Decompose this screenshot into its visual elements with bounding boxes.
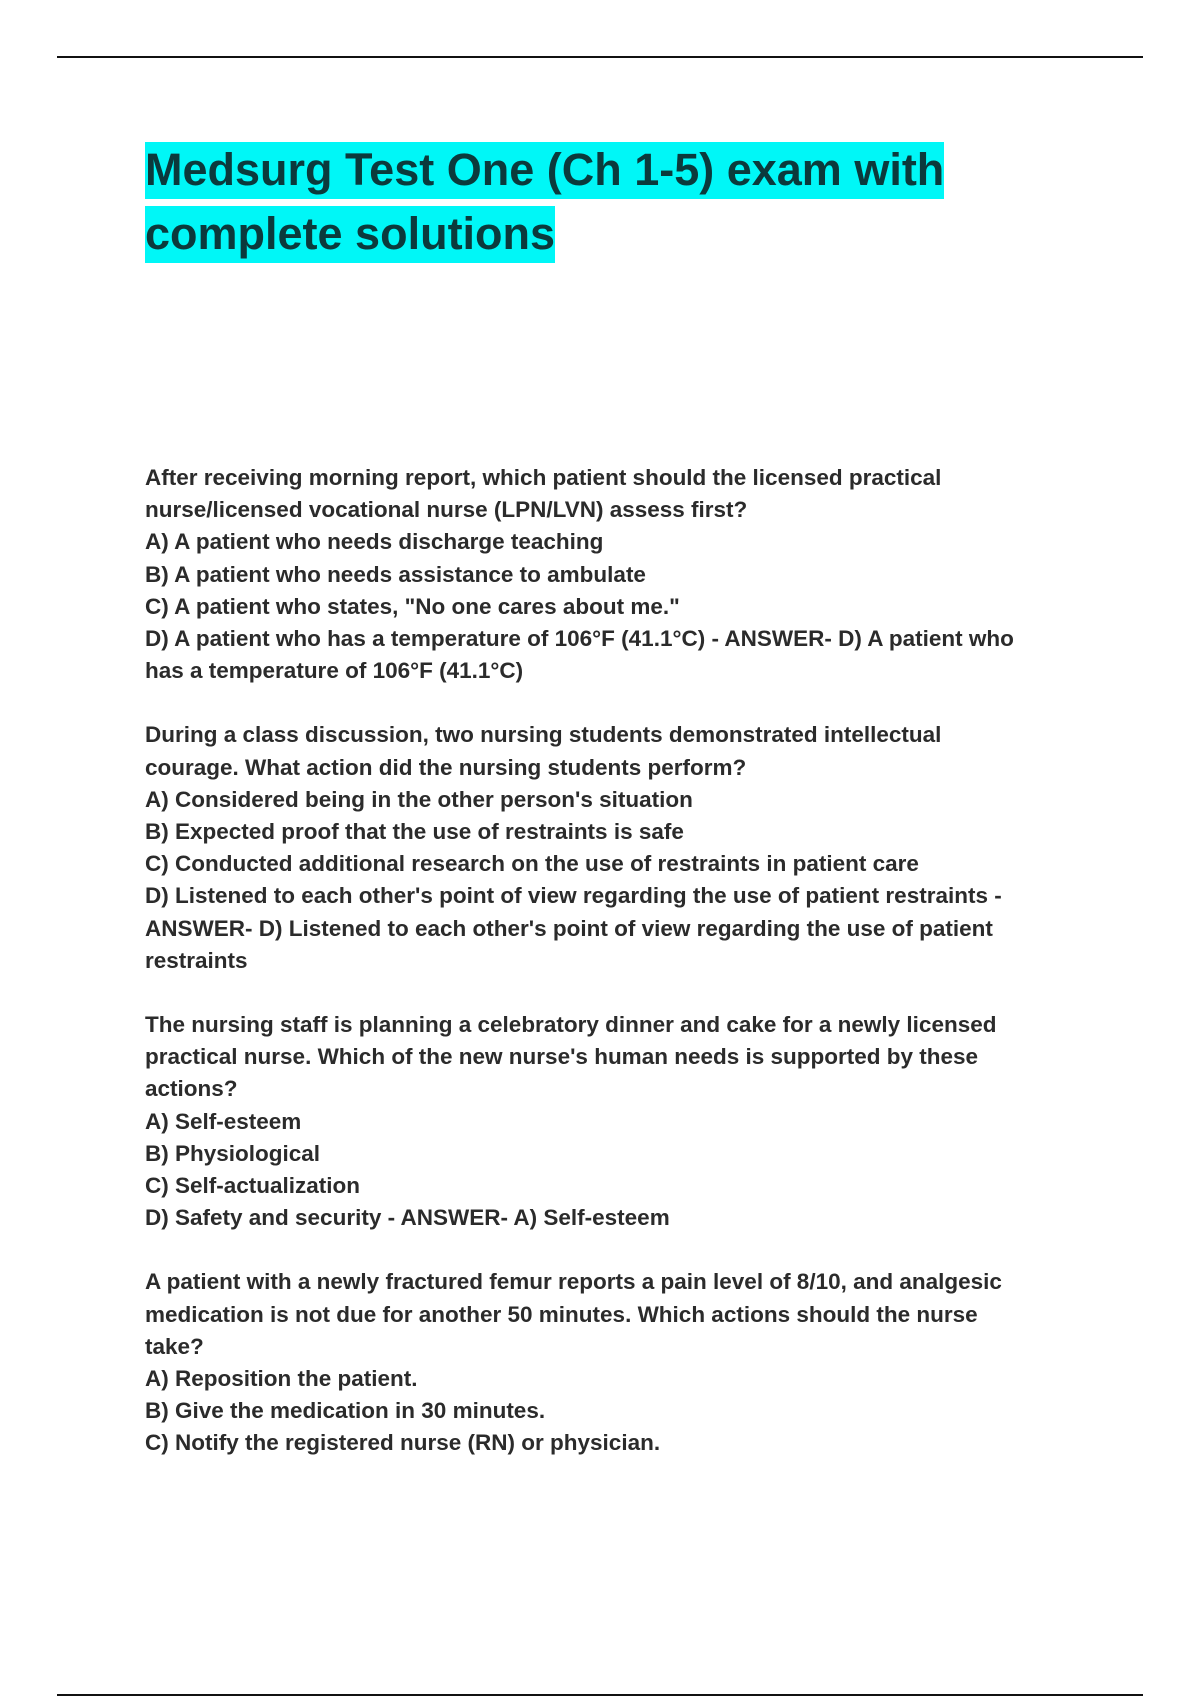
answer-option: C) A patient who states, "No one cares about me." bbox=[145, 593, 680, 619]
question-text: The nursing staff is planning a celebratory dinner and cake for a newly licensed bbox=[145, 1012, 997, 1038]
title-line-2: complete solutions bbox=[145, 206, 555, 263]
question-text: During a class discussion, two nursing students demonstrated intellectual bbox=[145, 722, 942, 748]
answer-option: B) Physiological bbox=[145, 1140, 321, 1166]
question-text: courage. What action did the nursing students perform? bbox=[145, 754, 747, 780]
answer-option: D) A patient who has a temperature of 106°F (41.1°C) - ANSWER- D) A patient who bbox=[145, 626, 1014, 652]
answer-option: D) Safety and security - ANSWER- A) Self-esteem bbox=[145, 1205, 670, 1231]
answer-option: C) Conducted additional research on the use of restraints in patient care bbox=[145, 851, 919, 877]
question-text: After receiving morning report, which patient should the licensed practical bbox=[145, 465, 942, 490]
answer-option: B) A patient who needs assistance to ambulate bbox=[145, 561, 646, 587]
question-text: actions? bbox=[145, 1076, 238, 1102]
top-rule bbox=[57, 56, 1143, 58]
bottom-rule bbox=[57, 1694, 1143, 1696]
answer-option: A) Reposition the patient. bbox=[145, 1366, 418, 1392]
answer-text: has a temperature of 106°F (41.1°C) bbox=[145, 658, 524, 684]
question-text: practical nurse. Which of the new nurse's human needs is supported by these bbox=[145, 1044, 979, 1070]
answer-option: D) Listened to each other's point of view regarding the use of patient restraints - bbox=[145, 883, 1002, 909]
title-line-1: Medsurg Test One (Ch 1-5) exam with bbox=[145, 142, 944, 199]
answer-option: A) Considered being in the other person's situation bbox=[145, 786, 693, 812]
answer-text: ANSWER- D) Listened to each other's point of view regarding the use of patient bbox=[145, 915, 993, 941]
question-block-3 bbox=[145, 1009, 1105, 1234]
question-text: take? bbox=[145, 1333, 204, 1359]
answer-option: C) Notify the registered nurse (RN) or physician. bbox=[145, 1430, 661, 1456]
question-text: medication is not due for another 50 minutes. Which actions should the nurse bbox=[145, 1301, 978, 1327]
answer-option: B) Give the medication in 30 minutes. bbox=[145, 1398, 546, 1424]
document-title bbox=[145, 138, 1065, 266]
question-block-4 bbox=[145, 1266, 1105, 1459]
answer-option: B) Expected proof that the use of restraints is safe bbox=[145, 819, 684, 845]
answer-text: restraints bbox=[145, 947, 248, 973]
question-list bbox=[145, 462, 1105, 1492]
question-block-2 bbox=[145, 719, 1105, 977]
question-text: nurse/licensed vocational nurse (LPN/LVN) assess first? bbox=[145, 497, 748, 523]
question-block-1 bbox=[145, 462, 1105, 687]
answer-option: C) Self-actualization bbox=[145, 1173, 361, 1199]
question-text: A patient with a newly fractured femur reports a pain level of 8/10, and analgesic bbox=[145, 1269, 1002, 1295]
answer-option: A) Self-esteem bbox=[145, 1108, 302, 1134]
answer-option: A) A patient who needs discharge teaching bbox=[145, 529, 604, 555]
